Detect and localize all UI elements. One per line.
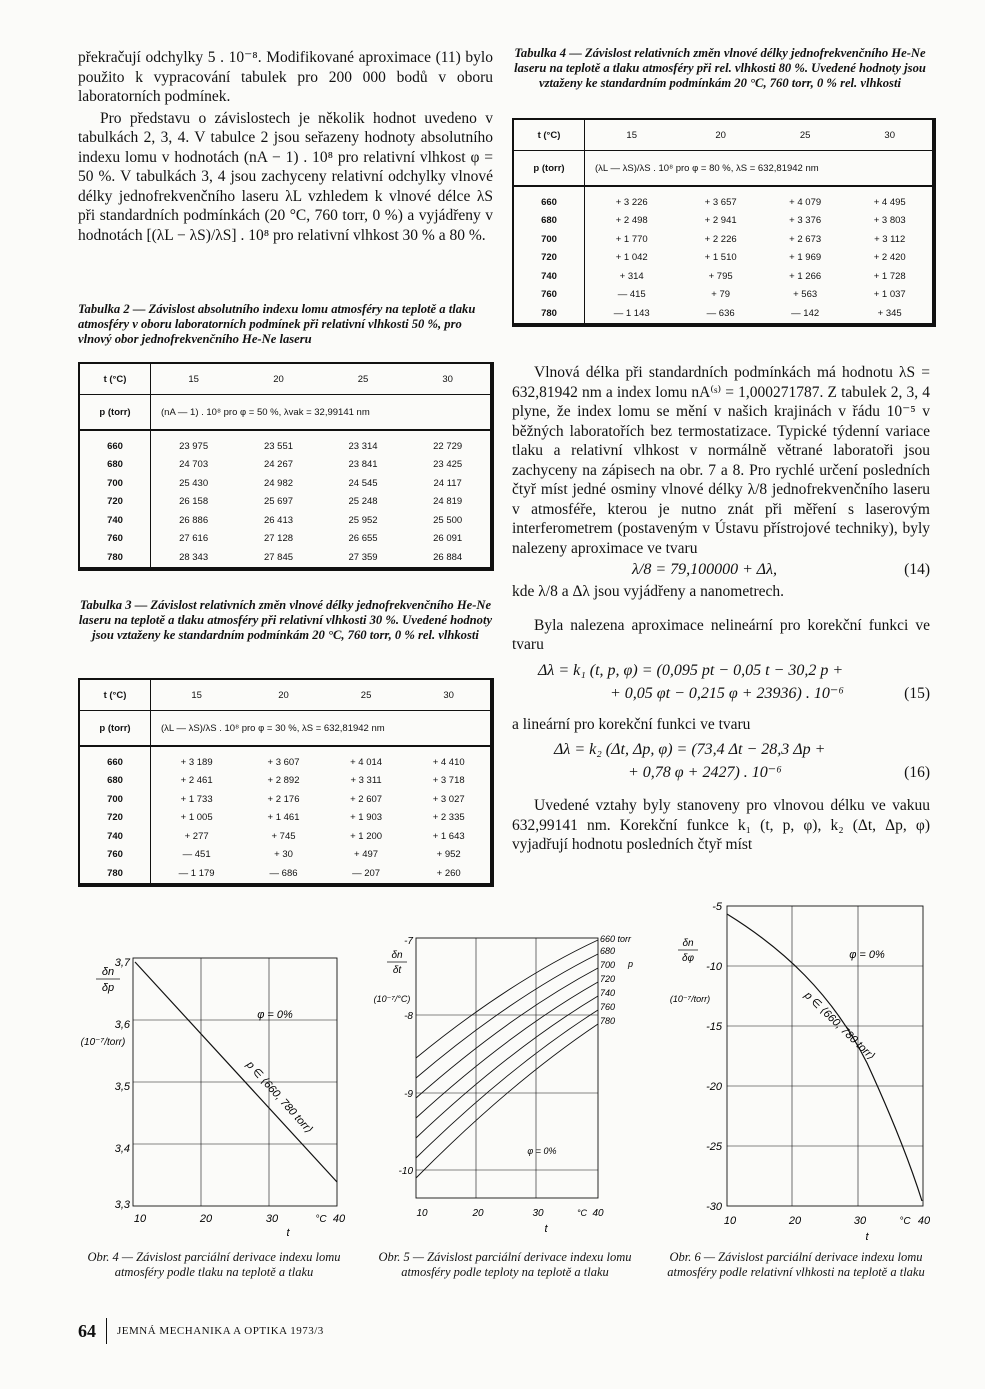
figure-5-xunit: °C bbox=[576, 1208, 588, 1218]
table-row bbox=[80, 772, 490, 791]
table3-temp: 30 bbox=[407, 680, 490, 711]
table-value-cell: + 2 226 bbox=[704, 233, 737, 245]
figure-6-ytick: -30 bbox=[706, 1201, 722, 1213]
table-pressure-cell: 740 bbox=[514, 267, 585, 286]
table-pressure-cell: 740 bbox=[80, 827, 151, 846]
figure-5-yunit: (10⁻⁷/°C) bbox=[373, 994, 411, 1004]
equation-15-line1: Δλ = k₁ (t, p, φ) = (0,095 pt − 0,05 t − 30,2 p + bbox=[538, 661, 844, 679]
table2-temp: 15 bbox=[151, 364, 237, 395]
table-value-cell: 26 655 bbox=[348, 533, 378, 545]
equation-16-number: (16) bbox=[904, 764, 930, 781]
table-value-cell: + 3 311 bbox=[350, 775, 382, 787]
table-value-cell: + 2 176 bbox=[267, 793, 300, 805]
figure-5-curve bbox=[416, 1024, 598, 1178]
table-row bbox=[80, 846, 490, 865]
equation-16-line1: Δλ = k₂ (Δt, Δp, φ) = (73,4 Δt − 28,3 Δp + bbox=[554, 741, 826, 758]
table3-temp: 20 bbox=[242, 680, 325, 711]
table-value-cell: + 1 042 bbox=[615, 252, 648, 264]
table-value-cell: + 497 bbox=[354, 849, 379, 861]
figure-4-ylabel-den: δp bbox=[101, 982, 115, 994]
table3-caption: Tabulka 3 — Závislost relativních změn vlnové délky jednofrekvenčního He-Ne laseru na teplotě a tlaku atmosféry při relativní vlhkosti 30 %. Uvedené hodnoty jsou vztaženy ke standardním podmínkám 20 °C, 760 torr, 0 % rel. vlhkosti bbox=[78, 598, 493, 642]
table-value-cell: 26 886 bbox=[179, 514, 209, 526]
table-value-cell: + 3 027 bbox=[432, 793, 465, 805]
table-row bbox=[514, 286, 932, 305]
figure-6-xtick: 30 bbox=[853, 1215, 867, 1227]
table-value-cell: 23 425 bbox=[433, 459, 463, 471]
right-paragraph-3: Byla nalezena aproximace nelineární pro korekční funkci ve tvaru bbox=[512, 616, 930, 653]
table-value-cell: + 1 461 bbox=[267, 812, 300, 824]
table-value-cell: + 1 510 bbox=[704, 252, 737, 264]
table-value-cell: + 4 014 bbox=[350, 756, 383, 768]
table-row bbox=[80, 474, 490, 493]
figure-6-xunit: °C bbox=[899, 1216, 911, 1227]
table-value-cell: 22 729 bbox=[433, 440, 463, 452]
figure-5-curve-label: 720 bbox=[600, 974, 616, 984]
figure-4-ytick: 3,6 bbox=[114, 1019, 130, 1031]
figure-4-ytick: 3,4 bbox=[114, 1143, 130, 1155]
figure-6-ytick: -5 bbox=[712, 901, 722, 913]
table3-temp: 15 bbox=[151, 680, 243, 711]
figure-5-ytick: -10 bbox=[398, 1166, 413, 1177]
table-value-cell: — 1 179 bbox=[178, 867, 215, 879]
figure-6-caption: Obr. 6 — Závislost parciální derivace indexu lomu atmosféry podle relativní vlhkosti na teplotě a tlaku bbox=[667, 1250, 925, 1279]
figure-6-ylabel-num: δn bbox=[682, 938, 694, 949]
table-value-cell: + 1 037 bbox=[873, 289, 906, 301]
figure-5-curve bbox=[416, 996, 598, 1138]
figure-5-curve bbox=[416, 940, 598, 1058]
table4-formula: (λL — λS)/λS . 10⁸ pro φ = 80 %, λS = 632,81942 nm bbox=[585, 151, 933, 187]
figure-5-ytick: -8 bbox=[404, 1011, 413, 1022]
right-paragraph-4: a lineární pro korekční funkci ve tvaru bbox=[512, 715, 751, 733]
table-value-cell: + 2 941 bbox=[704, 215, 737, 227]
footer bbox=[78, 1318, 324, 1344]
table-value-cell: 24 703 bbox=[179, 459, 209, 471]
figure-5-xtick: 20 bbox=[472, 1208, 484, 1219]
figure-5-xtick: 30 bbox=[532, 1208, 544, 1219]
figure-4-xunit: °C bbox=[315, 1214, 327, 1225]
table-pressure-cell: 780 bbox=[80, 548, 151, 567]
table-value-cell: 25 697 bbox=[263, 496, 294, 508]
table-pressure-cell: 660 bbox=[80, 430, 151, 456]
figure-6-ytick: -10 bbox=[706, 961, 722, 973]
table-value-cell: + 1 200 bbox=[350, 830, 383, 842]
figure-5-curves bbox=[416, 940, 598, 1178]
table-pressure-cell: 680 bbox=[514, 212, 585, 231]
figure-6-xtick: 40 bbox=[917, 1215, 931, 1227]
figure-6-phi-label: φ = 0% bbox=[849, 949, 885, 961]
table-value-cell: + 314 bbox=[619, 270, 644, 282]
figure-5-xlabel: t bbox=[544, 1223, 548, 1235]
table-value-cell: + 1 903 bbox=[350, 812, 383, 824]
table-value-cell: 25 952 bbox=[348, 514, 378, 526]
figure-5-curve-label: 760 bbox=[600, 1002, 616, 1012]
table-pressure-cell: 700 bbox=[80, 474, 151, 493]
table-value-cell: 23 975 bbox=[179, 440, 209, 452]
figure-4-ylabel-num: δn bbox=[101, 966, 115, 978]
table-pressure-cell: 660 bbox=[80, 746, 151, 772]
table-value-cell: + 1 266 bbox=[789, 270, 822, 282]
figure-5 bbox=[370, 930, 650, 1250]
table-value-cell: 28 343 bbox=[179, 551, 209, 563]
equation-15 bbox=[512, 661, 930, 707]
left-paragraph-2: Pro představu o závislostech je několik hodnot uvedeno v tabulkách 2, 3, 4. V tabulce 2 jsou seřazeny hodnoty absolutního indexu lomu v hodnotách (nA − 1) . 10⁸ pro relativní vlhkost φ = 50 %. V tabulkách 3, 4 jsou zachyceny relativní odchylky vlnové délky jednofrekvenčního laseru λL vzhledem k vlnové délce λS při standardních podmínkách (20 °C, 760 torr, 0 %) a vyjádřeny v hodnotách [(λL − λS)/λS] . 10⁸ pro relativní vlhkost 30 % a 80 %. bbox=[78, 109, 493, 244]
figure-6-range-label: p ∈ ⟨660, 780 torr⟩ bbox=[801, 989, 877, 1063]
table-pressure-cell: 720 bbox=[514, 249, 585, 268]
table-value-cell: + 4 079 bbox=[789, 196, 822, 208]
table-value-cell: — 1 143 bbox=[613, 307, 650, 319]
table-value-cell: 23 551 bbox=[263, 440, 294, 452]
table-value-cell: + 3 112 bbox=[874, 233, 906, 245]
table-pressure-cell: 700 bbox=[514, 230, 585, 249]
figure-5-xtick: 40 bbox=[592, 1208, 604, 1219]
table-row bbox=[80, 809, 490, 828]
table-value-cell: + 3 657 bbox=[704, 196, 737, 208]
table-row bbox=[80, 511, 490, 530]
table3-temp: 25 bbox=[325, 680, 408, 711]
figure-4-xlabel: t bbox=[286, 1227, 290, 1239]
table-value-cell: 27 128 bbox=[263, 533, 294, 545]
table-value-cell: 27 616 bbox=[179, 533, 209, 545]
table-value-cell: 26 413 bbox=[263, 514, 294, 526]
figure-5-ytick: -9 bbox=[404, 1089, 413, 1100]
equation-16 bbox=[512, 740, 930, 786]
equation-15-line2: + 0,05 φt − 0,215 φ + 23936) . 10⁻⁶ bbox=[610, 684, 844, 702]
table-value-cell: + 1 005 bbox=[180, 812, 213, 824]
table-value-cell: 24 982 bbox=[263, 477, 294, 489]
table-value-cell: + 2 673 bbox=[789, 233, 822, 245]
table-pressure-cell: 780 bbox=[80, 864, 151, 883]
equation-15-number: (15) bbox=[904, 684, 930, 702]
table-value-cell: 25 430 bbox=[179, 477, 209, 489]
table-value-cell: 24 117 bbox=[433, 477, 462, 489]
table-row bbox=[514, 304, 932, 323]
figure-6-ytick: -15 bbox=[706, 1021, 722, 1033]
table-row bbox=[80, 530, 490, 549]
table2-temp: 25 bbox=[321, 364, 406, 395]
table-pressure-cell: 680 bbox=[80, 456, 151, 475]
table-row bbox=[80, 864, 490, 883]
equation-14-text: λ/8 = 79,100000 + Δλ, bbox=[632, 561, 777, 578]
figure-5-curve-label: 660 torr bbox=[600, 934, 632, 944]
table-value-cell: 27 359 bbox=[348, 551, 378, 563]
table-value-cell: + 2 607 bbox=[350, 793, 383, 805]
page-number: 64 bbox=[78, 1320, 96, 1341]
figure-6-curve bbox=[727, 914, 922, 1201]
figure-4-range-label: p ∈ ⟨660, 780 torr⟩ bbox=[243, 1058, 315, 1136]
figure-5-curve bbox=[416, 968, 598, 1098]
figure-5-ylabel-den: δt bbox=[392, 965, 402, 976]
table-row bbox=[514, 186, 932, 212]
right-paragraph-5: Uvedené vztahy byly stanoveny pro vlnovou délku ve vakuu 632,99141 nm. Korekční funkce k₁ (t, p, φ), k₂ (Δt, Δp, φ) vyjadřují hodnotu posledních čtyř míst bbox=[512, 797, 930, 853]
right-text bbox=[512, 363, 930, 855]
table-value-cell: — 636 bbox=[706, 307, 735, 319]
figure-6-xtick: 10 bbox=[723, 1215, 737, 1227]
table2-temp: 30 bbox=[405, 364, 490, 395]
table-value-cell: 26 158 bbox=[179, 496, 209, 508]
table-value-cell: 26 884 bbox=[433, 551, 463, 563]
table4-p-label: p (torr) bbox=[514, 151, 585, 187]
table-row bbox=[514, 212, 932, 231]
figure-4-ytick: 3,5 bbox=[114, 1081, 130, 1093]
figure-5-curve-label: 700 bbox=[600, 960, 616, 970]
table4-caption: Tabulka 4 — Závislost relativních změn vlnové délky jednofrekvenčního He-Ne laseru na teplotě a tlaku atmosféry při rel. vlhkosti 80 %. Uvedené hodnoty jsou vztaženy ke standardním podmínkám 20 °C, 760 torr, 0 % rel. vlhkosti bbox=[514, 46, 926, 90]
figure-6 bbox=[662, 898, 934, 1248]
table-value-cell: — 415 bbox=[617, 289, 646, 301]
table2-caption: Tabulka 2 — Závislost absolutního indexu lomu atmosféry na teplotě a tlaku atmosféry v oboru laboratorních podmínek při relativní vlhkosti 50 %, pro vlnový obor jednofrekvenčního He-Ne laseru bbox=[78, 302, 476, 346]
table-row bbox=[80, 493, 490, 512]
figure-6-ytick: -25 bbox=[706, 1141, 722, 1153]
table-value-cell: + 79 bbox=[711, 289, 731, 301]
figure-5-phi-label: φ = 0% bbox=[527, 1146, 557, 1156]
table-value-cell: 24 819 bbox=[433, 496, 463, 508]
table-value-cell: + 563 bbox=[793, 289, 818, 301]
table3-formula: (λL — λS)/λS . 10⁸ pro φ = 30 %, λS = 632,81942 nm bbox=[151, 711, 491, 747]
table-row bbox=[514, 249, 932, 268]
journal-name: JEMNÁ MECHANIKA A OPTIKA 1973/3 bbox=[117, 1325, 324, 1337]
table-value-cell: + 745 bbox=[271, 830, 296, 842]
figure-4-ytick: 3,3 bbox=[114, 1199, 130, 1211]
table4-temp: 30 bbox=[847, 120, 932, 151]
table-value-cell: + 2 420 bbox=[873, 252, 906, 264]
table-pressure-cell: 760 bbox=[514, 286, 585, 305]
table-value-cell: + 4 410 bbox=[432, 756, 465, 768]
table-pressure-cell: 760 bbox=[80, 846, 151, 865]
table-value-cell: + 4 495 bbox=[873, 196, 906, 208]
table-value-cell: + 2 335 bbox=[432, 812, 465, 824]
table3-t-label: t (°C) bbox=[80, 680, 151, 711]
table-value-cell: + 3 189 bbox=[180, 756, 213, 768]
figure-5-curve bbox=[416, 1010, 598, 1158]
right-paragraph-2: kde λ/8 a Δλ jsou vyjádřeny a nanometrech. bbox=[512, 583, 785, 600]
figure-5-xtick: 10 bbox=[416, 1208, 428, 1219]
figure-5-p-label: p bbox=[628, 959, 634, 969]
table-value-cell: — 207 bbox=[352, 867, 381, 879]
table2-formula: (nA — 1) . 10⁸ pro φ = 50 %, λvak = 32,99141 nm bbox=[151, 395, 491, 431]
table4-temp: 20 bbox=[678, 120, 763, 151]
table-row bbox=[80, 827, 490, 846]
figure-6-xtick: 20 bbox=[788, 1215, 802, 1227]
table-value-cell: + 30 bbox=[274, 849, 293, 861]
table-value-cell: — 451 bbox=[182, 849, 211, 861]
equation-14 bbox=[512, 560, 930, 582]
table-value-cell: + 3 376 bbox=[789, 215, 822, 227]
table-pressure-cell: 720 bbox=[80, 493, 151, 512]
table-pressure-cell: 760 bbox=[80, 530, 151, 549]
table4 bbox=[512, 118, 936, 327]
table-value-cell: 27 845 bbox=[263, 551, 294, 563]
figure-4-xtick: 10 bbox=[133, 1213, 147, 1225]
table-value-cell: + 260 bbox=[436, 867, 461, 879]
figure-5-ylabel-num: δn bbox=[391, 950, 403, 961]
table-value-cell: 23 314 bbox=[348, 440, 378, 452]
table4-temp: 15 bbox=[585, 120, 679, 151]
table2 bbox=[78, 362, 494, 571]
figure-4-xtick: 40 bbox=[332, 1213, 346, 1225]
figure-5-caption: Obr. 5 — Závislost parciální derivace indexu lomu atmosféry podle teploty na teplotě a tlaku bbox=[378, 1250, 632, 1279]
table-row bbox=[80, 430, 490, 456]
figure-6-ytick: -20 bbox=[706, 1081, 722, 1093]
table-value-cell: + 2 892 bbox=[267, 775, 300, 787]
table-value-cell: + 1 643 bbox=[432, 830, 465, 842]
footer-divider bbox=[106, 1318, 107, 1344]
equation-14-number: (14) bbox=[904, 561, 930, 578]
table-pressure-cell: 660 bbox=[514, 186, 585, 212]
table-value-cell: + 2 498 bbox=[615, 215, 648, 227]
figure-5-curve bbox=[416, 982, 598, 1118]
table-value-cell: + 277 bbox=[184, 830, 209, 842]
table-value-cell: 26 091 bbox=[433, 533, 463, 545]
left-paragraph-1: překračují odchylky 5 . 10⁻⁸. Modifikované aproximace (11) bylo použito k vypracování tabulek pro 200 000 bodů v oboru laboratorních podmínek. bbox=[78, 49, 493, 105]
figure-5-curve-label: 680 bbox=[600, 946, 616, 956]
table-value-cell: 24 545 bbox=[348, 477, 378, 489]
table-value-cell: + 795 bbox=[708, 270, 733, 282]
table3-p-label: p (torr) bbox=[80, 711, 151, 747]
table-value-cell: — 686 bbox=[269, 867, 298, 879]
table-value-cell: 23 841 bbox=[348, 459, 378, 471]
table4-t-label: t (°C) bbox=[514, 120, 585, 151]
figure-6-yunit: (10⁻⁷/torr) bbox=[669, 994, 711, 1004]
table-value-cell: — 142 bbox=[791, 307, 820, 319]
table-value-cell: + 1 733 bbox=[180, 793, 213, 805]
table-value-cell: + 3 226 bbox=[615, 196, 648, 208]
table-value-cell: + 3 718 bbox=[432, 775, 465, 787]
table-value-cell: + 345 bbox=[877, 307, 902, 319]
figure-4-caption: Obr. 4 — Závislost parciální derivace indexu lomu atmosféry podle tlaku na teplotě a tlaku bbox=[87, 1250, 341, 1279]
table-value-cell: + 1 728 bbox=[873, 270, 906, 282]
table-value-cell: 25 248 bbox=[348, 496, 378, 508]
figure-4-curve bbox=[135, 962, 337, 1182]
table3 bbox=[78, 678, 494, 887]
table-pressure-cell: 720 bbox=[80, 809, 151, 828]
figure-5-ytick: -7 bbox=[404, 936, 413, 947]
figure-4-yunit: (10⁻⁷/torr) bbox=[80, 1037, 126, 1048]
table-row bbox=[80, 790, 490, 809]
figure-6-ylabel-den: δφ bbox=[681, 953, 695, 964]
table-row bbox=[80, 456, 490, 475]
table-row bbox=[514, 230, 932, 249]
table-row bbox=[80, 746, 490, 772]
table-value-cell: + 1 969 bbox=[789, 252, 822, 264]
table-pressure-cell: 700 bbox=[80, 790, 151, 809]
table-row bbox=[514, 267, 932, 286]
table2-t-label: t (°C) bbox=[80, 364, 151, 395]
table-value-cell: 25 500 bbox=[433, 514, 463, 526]
table-value-cell: + 3 803 bbox=[873, 215, 906, 227]
figure-4-phi-label: φ = 0% bbox=[257, 1009, 293, 1021]
figure-4-xtick: 30 bbox=[265, 1213, 279, 1225]
left-intro-text bbox=[78, 48, 493, 245]
right-paragraph-1: Vlnová délka při standardních podmínkách má hodnotu λS = 632,81942 nm a index lomu nA⁽ˢ⁾ = 1,000271787. Z tabulek 2, 3, 4 plyne, že index lomu se mění v našich krajinách v řádu 10⁻⁵ v běžných laboratořích bez termostatizace. Typické týdenní variace tlaku a relativní vlhkost v normálně větrané laboratoři jsou zachyceny na zápisech na obr. 7 a 8. Pro rychlé určení posledních čtyř míst jedné osminy vlnové délky λ/8 jednofrekvenčního laseru v atmosféře, kterou je nutno znát při měření s laserovým interferometrem (postaveným v Ústavu přístrojové techniky), byly nalezeny aproximace ve tvaru bbox=[512, 364, 930, 557]
table4-temp: 25 bbox=[763, 120, 848, 151]
table-pressure-cell: 780 bbox=[514, 304, 585, 323]
table2-p-label: p (torr) bbox=[80, 395, 151, 431]
table-value-cell: + 3 607 bbox=[267, 756, 300, 768]
equation-16-line2: + 0,78 φ + 2427) . 10⁻⁶ bbox=[628, 764, 782, 781]
table-pressure-cell: 680 bbox=[80, 772, 151, 791]
table2-temp: 20 bbox=[236, 364, 321, 395]
figure-6-xlabel: t bbox=[865, 1231, 869, 1243]
table-pressure-cell: 740 bbox=[80, 511, 151, 530]
table-row bbox=[80, 548, 490, 567]
table-value-cell: 24 267 bbox=[263, 459, 294, 471]
figure-4-ytick: 3,7 bbox=[114, 957, 130, 969]
table-value-cell: + 2 461 bbox=[180, 775, 213, 787]
figure-4-xtick: 20 bbox=[199, 1213, 213, 1225]
table-value-cell: + 952 bbox=[436, 849, 461, 861]
figure-5-curve-label: 780 bbox=[600, 1016, 616, 1026]
figure-4 bbox=[78, 950, 350, 1250]
figure-5-curve-label: 740 bbox=[600, 988, 616, 998]
table-value-cell: + 1 770 bbox=[615, 233, 648, 245]
